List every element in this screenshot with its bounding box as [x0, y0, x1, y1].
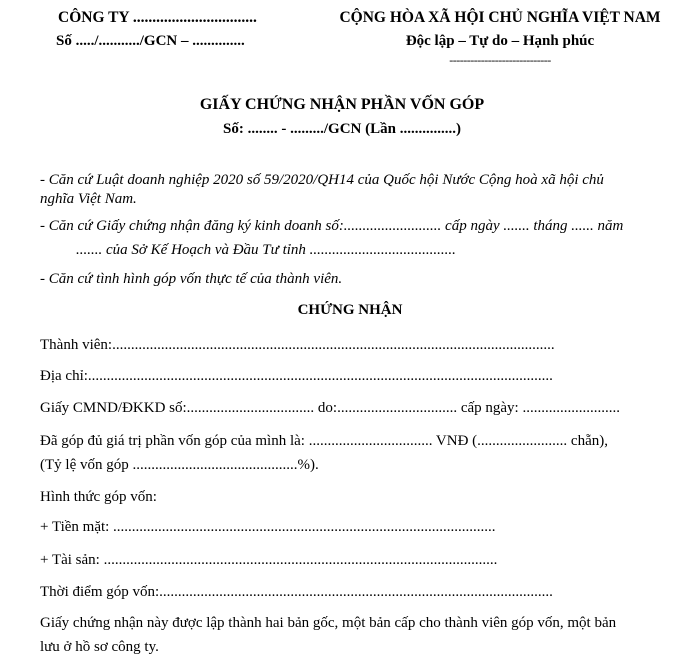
contribution-form-label: Hình thức góp vốn:	[40, 489, 157, 505]
cash-field: + Tiền mặt: ......................................................................................................	[40, 519, 496, 535]
basis-license-line-2: ....... của Sở Kế Hoạch và Đầu Tư tỉnh .......................................	[76, 242, 456, 258]
assets-field: + Tài sản: .........................................................................................................	[40, 552, 498, 568]
closing-line-1: Giấy chứng nhận này được lập thành hai bản gốc, một bản cấp cho thành viên góp vốn, một bản	[40, 615, 617, 631]
basis-law-line-1: - Căn cứ Luật doanh nghiệp 2020 số 59/2020/QH14 của Quốc hội Nước Cộng hoà xã hội chủ	[40, 172, 604, 188]
contributed-capital-line-1: Đã góp đủ giá trị phần vốn góp của mình là: ................................. VNĐ (........................ chẵn),	[40, 433, 608, 449]
document-title: GIẤY CHỨNG NHẬN PHẦN VỐN GÓP	[199, 96, 485, 113]
contribution-time-field: Thời điểm góp vốn:.........................................................................................................	[40, 584, 553, 600]
basis-license-line-1: - Căn cứ Giấy chứng nhận đăng ký kinh doanh số:.......................... cấp ngày ....... tháng ...... năm	[40, 218, 624, 234]
address-field: Địa chỉ:............................................................................................................................	[40, 368, 553, 384]
id-card-field: Giấy CMND/ĐKKD số:.................................. do:................................ cấp ngày: ..........................	[40, 400, 620, 416]
national-motto: Độc lập – Tự do – Hạnh phúc	[405, 33, 595, 49]
company-line: CÔNG TY ................................	[58, 9, 257, 26]
basis-actual-contribution: - Căn cứ tình hình góp vốn thực tế của thành viên.	[40, 271, 343, 287]
closing-line-2: lưu ở hồ sơ công ty.	[40, 639, 159, 655]
basis-law-line-2: nghĩa Việt Nam.	[40, 191, 137, 207]
contributed-capital-line-2: (Tỷ lệ vốn góp ............................................%).	[40, 457, 319, 473]
certificate-number: Số: ........ - ........./GCN (Lần ...............)	[223, 121, 461, 137]
section-heading: CHỨNG NHẬN	[297, 302, 403, 318]
motto-divider: -----------------------------	[449, 53, 551, 67]
document-number-line: Số ...../.........../GCN – ..............	[56, 33, 245, 49]
member-field: Thành viên:......................................................................................................................	[40, 337, 555, 353]
national-title: CỘNG HÒA XÃ HỘI CHỦ NGHĨA VIỆT NAM	[339, 9, 661, 26]
